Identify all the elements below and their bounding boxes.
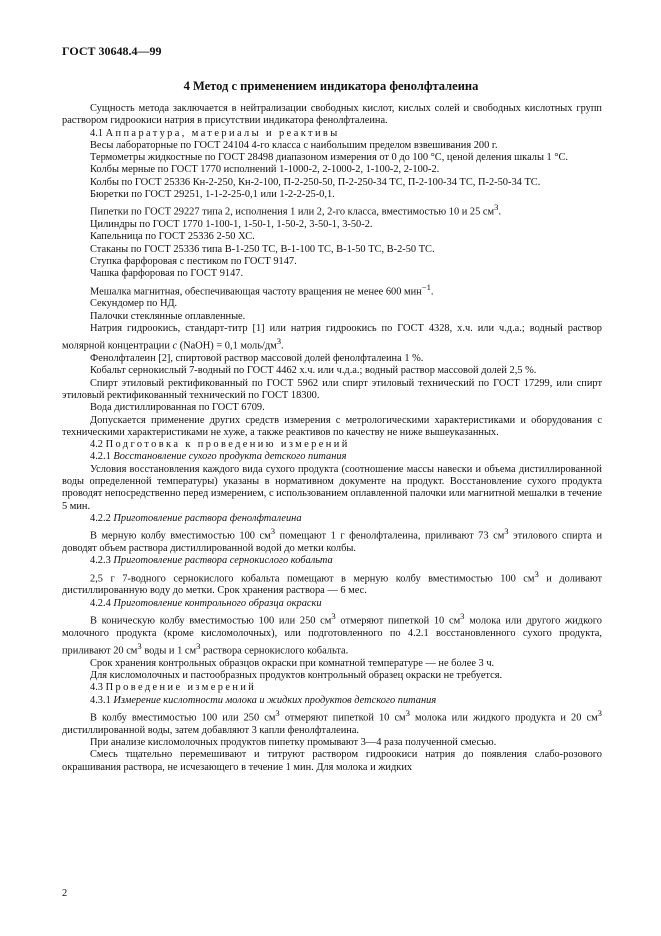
list-item: Натрия гидроокись, стандарт-титр [1] или натрия гидроокись по ГОСТ 4328, х.ч. или ч.д.а.; водный раствор молярной концентрации c (NaOH) = 0,1 моль/$дм^3$. — [62, 322, 602, 352]
list-item: Стаканы по ГОСТ 25336 типа В-1-250 ТС, В-1-100 ТС, В-1-50 ТС, В-2-50 ТС. — [90, 243, 435, 255]
clause-paragraph: Для кисломолочных и пастообразных продуктов контрольный образец окраски не требуется. — [90, 670, 503, 682]
clause-paragraph: Срок хранения контрольных образцов окраски при комнатной температуре — не более 3 ч. — [90, 657, 495, 669]
list-item: Термометры жидкостные по ГОСТ 28498 диапазоном измерения от 0 до 100 °С, ценой деления шкалы 1 °С. — [90, 152, 569, 164]
list-item: Фенолфталеин [2], спиртовой раствор массовой долей фенолфталеина 1 %. — [90, 353, 424, 365]
subsection-heading-4-3: 4.3 Проведение измерений — [90, 682, 257, 694]
list-item: Весы лабораторные по ГОСТ 24104 4-го класса с наибольшим пределом взвешивания 200 г. — [90, 139, 498, 151]
list-item: Колбы мерные по ГОСТ 1770 исполнений 1-1000-2, 2-1000-2, 1-100-2, 2-100-2. — [90, 164, 440, 176]
list-item: Секундомер по НД. — [90, 298, 178, 310]
subsection-heading-4-1: 4.1 Аппаратура, материалы и реактивы — [90, 127, 340, 139]
clause-paragraph: В коническую колбу вместимостью 100 или 250 $см^3$ отмеряют пипеткой 10 $см^3$ молока или другого жидкого молочного продукта (кроме кисломолочных), или подготовленного по 4.2.1 восстановленного сухого продукта, приливают 20 $см^3$ воды и 1 $см^3$ раствора сернокислого кобальта. — [62, 610, 603, 657]
document-body — [62, 103, 602, 774]
clause-paragraph: 2,5 г 7-водного сернокислого кобальта помещают в мерную колбу вместимостью 100 $см^3$ и доливают дистиллированную воду до метки. Срок хранения раствора — 6 мес. — [62, 568, 602, 597]
clause-heading-4-2-1: 4.2.1 Восстановление сухого продукта детского питания — [90, 451, 347, 463]
section-title: 4 Метод с применением индикатора фенолфталеина — [183, 79, 479, 93]
list-item: Вода дистиллированная по ГОСТ 6709. — [90, 402, 265, 414]
clause-paragraph: Условия восстановления каждого вида сухого продукта (соотношение массы навески и объема дистиллированной воды определенной температуры) указаны в нормативном документе на продукт. Восстановление сухого продукта проводят непосредственно перед измерением, с использованием оплавленной палочки или магнитной мешалки в течение 5 мин. — [62, 463, 602, 512]
clause-heading-4-2-2: 4.2.2 Приготовление раствора фенолфталеина — [90, 512, 302, 524]
list-item: Капельница по ГОСТ 25336 2-50 ХС. — [90, 231, 255, 243]
list-item: Колбы по ГОСТ 25336 Кн-2-250, Кн-2-100, П-2-250-50, П-2-250-34 ТС, П-2-100-34 ТС, П-2-50-34 ТС. — [90, 176, 541, 188]
clause-paragraph: В мерную колбу вместимостью 100 $см^3$ помещают 1 г фенолфталеина, приливают 73 $см^3$ этилового спирта и доводят объем раствора дистиллированной водой до метки колбы. — [62, 526, 603, 554]
list-item: Палочки стеклянные оплавленные. — [90, 310, 246, 322]
list-item: Бюретки по ГОСТ 29251, 1-1-2-25-0,1 или 1-2-2-25-0,1. — [90, 189, 335, 201]
intro-paragraph: Сущность метода заключается в нейтрализации свободных кислот, кислых солей и свободных кислотных групп раствором гидроокиси натрия в присутствии индикатора фенолфталеина. — [62, 103, 602, 127]
clause-paragraph: При анализе кисломолочных продуктов пипетку промывают 3—4 раза полученной смесью. — [90, 737, 497, 748]
spaced-heading: Проведение измерений — [105, 682, 257, 694]
list-item: Цилиндры по ГОСТ 1770 1-100-1, 1-50-1, 1-50-2, 3-50-1, 3-50-2. — [90, 219, 373, 231]
clause-heading-4-3-1: 4.3.1 Измерение кислотности молока и жидких продуктов детского питания — [90, 694, 437, 706]
subsection-heading-4-2: 4.2 Подготовка к проведению измерений — [90, 439, 350, 451]
clause-heading-4-2-3: 4.2.3 Приготовление раствора сернокислого кобальта — [90, 555, 333, 567]
list-item: Чашка фарфоровая по ГОСТ 9147. — [90, 268, 244, 280]
clause-heading-4-2-4: 4.2.4 Приготовление контрольного образца окраски — [90, 597, 322, 609]
clause-paragraph: В колбу вместимостью 100 или 250 $см^3$ отмеряют пипеткой 10 $см^3$ молока или жидкого продукта и 20 $см^3$ дистиллированной воды, затем добавляют 3 капли фенолфталеина. — [62, 707, 602, 736]
note-paragraph: Допускается применение других средств измерения с метрологическими характеристиками и оборудования с техническими характеристиками не хуже, а также реактивов по качеству не ниже вышеуказанных. — [62, 414, 602, 438]
list-item: Спирт этиловый ректификованный по ГОСТ 5962 или спирт этиловый технический по ГОСТ 17299, или спирт этиловый ректификованный технический по ГОСТ 18300. — [62, 377, 602, 401]
page-number: 2 — [62, 888, 68, 899]
list-item: Мешалка магнитная, обеспечивающая частоту вращения не менее 600 мин$^{-1}$. — [90, 281, 434, 298]
list-item: Кобальт сернокислый 7-водный по ГОСТ 4462 х.ч. или ч.д.а.; водный раствор массовой долей 2,5 %. — [90, 365, 537, 377]
clause-paragraph: Смесь тщательно перемешивают и титруют раствором гидроокиси натрия до появления слабо-розового окрашивания раствора, не исчезающего в течение 1 мин. Для молока и жидких — [62, 749, 602, 773]
list-item: Ступка фарфоровая с пестиком по ГОСТ 9147. — [90, 256, 297, 268]
spaced-heading: Подготовка к проведению измерений — [105, 439, 350, 451]
spaced-heading: Аппаратура, материалы и реактивы — [105, 127, 340, 139]
list-item: Пипетки по ГОСТ 29227 типа 2, исполнения 1 или 2, 2-го класса, вместимостью 10 и 25 $см^3$. — [90, 202, 502, 218]
document-header: ГОСТ 30648.4—99 — [62, 44, 162, 58]
